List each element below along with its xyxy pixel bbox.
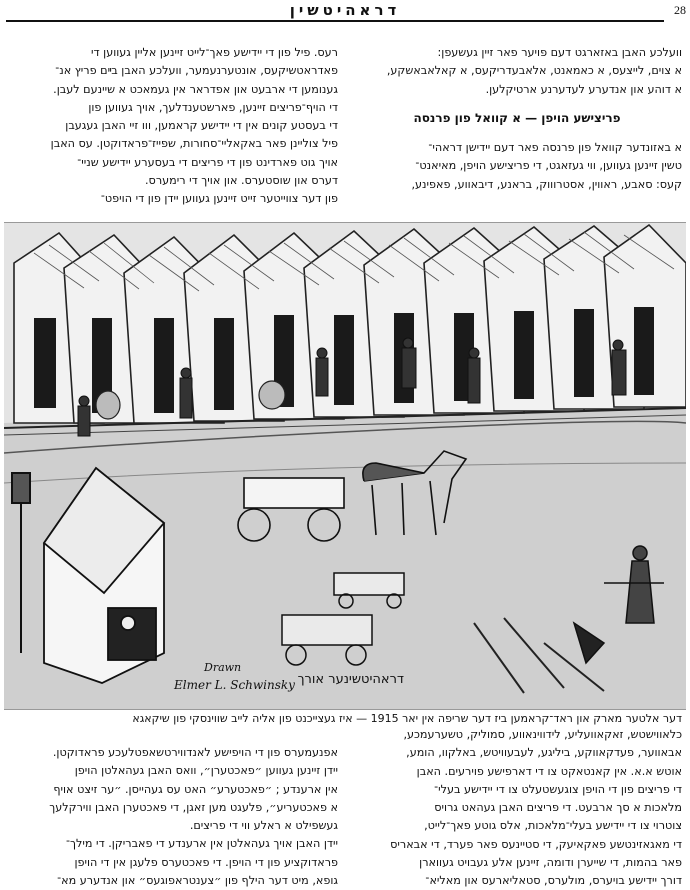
text-line: צוטרוי צו די יידישע בעלי־מלאכות, אלס גוטע פאך־לייט, — [424, 819, 682, 833]
column-bottom-left — [8, 744, 338, 890]
text-line: אפנעמערס פון די הויפישע לאנדווירטשאפטלעכע פראדוקטן. — [52, 746, 338, 759]
text-line: יידן זיינען געווען ״פאכטערן״, וואס האבן געהאלטן הויפן — [74, 764, 338, 778]
signature-name: Elmer L. Schwinsky — [174, 678, 295, 692]
text-line: א דוהע און אנדערע לעדערנע ארטיקלען. — [485, 82, 682, 96]
text-line: דערס און שוסטערס. און אויך די רימערס. — [145, 174, 338, 188]
text-line: פראדוקציע פון די הויפן. די פאכטערס פלעגן אין די הויפן — [74, 855, 338, 869]
text-line: אין ארענדע ; ״פאכטערע״ האט עס געהייסן. ״ער זיצט אויף — [53, 782, 338, 796]
signature-drawn: Drawn — [204, 661, 242, 674]
text-line: אויך גוט פארדינט פון די פריצים די בעסערע יידישע שניי־ — [77, 155, 338, 169]
text-line: די הויף־פריצים זיינען, פארשטענדלעך, אויך געווען פון — [88, 100, 338, 114]
signature-hebrew: דראהיטשינער אורך — [297, 672, 404, 687]
figure-caption — [8, 712, 682, 725]
column-bottom-right — [352, 726, 682, 890]
text-line: א באזונדער קוואל פון פרנסה פאר דעם יידישן דראהי־ — [428, 141, 682, 155]
header-rule — [6, 20, 664, 22]
caption-part-a: דער אלטער מארק און ראד־קראמען ביז דער שריפה אין יאר — [402, 712, 682, 725]
text-line: וועלכע האבן באזארגט דעם פויער פאר זיין געשעפן: — [437, 46, 682, 59]
text-line: אוטש א.א. אין קאנטאקט צו די דארפישע פוירעים. האבן — [416, 764, 682, 778]
text-line: פיל צוליינן פאר באקאליי־סחורות, שפייז־פראדוקטן. עס האבן — [50, 137, 338, 151]
column-top-left — [8, 44, 338, 209]
text-line: גופא, מיט דער הילף פון ״צענטראפוגעס״ און אנדערע מא־ — [57, 874, 338, 888]
page-header — [0, 0, 690, 22]
text-line: פאר בהמות, די שייערן ודומה, זיינען אלע געבויט געווארן — [419, 856, 682, 870]
text-line: די פריצים פון די הויפן צוגעשטעלט צו די יידישע בעלי־ — [434, 782, 682, 796]
text-line: געשפילט א ראלע ווי די פריצים. — [189, 819, 338, 833]
text-line: רעס. פיל פון די יידישע פאך־לייט זיינען אליין געווען די — [90, 46, 338, 59]
text-line: די מאגאזינטשע פאקאיעק, די סטיינעס פאר פערד, די אבאריס — [390, 837, 682, 851]
column-top-right — [352, 44, 682, 194]
section-subheading: פריצישע הויפן — א קוואל פון פרנסה — [413, 110, 621, 125]
page-number: 28 — [674, 3, 686, 17]
text-line: מלאכות א סך ארבעט. די פריצים האבן געהאט גרויס — [434, 801, 682, 815]
running-title: דראהיטשין — [289, 1, 401, 19]
text-line: א פאכטעריע״, פלעגט מען זאגן, די פאכטערן האבן ווירקלעך — [49, 800, 338, 814]
market-sketch-illustration — [4, 222, 686, 710]
text-line: די בעסטע קונים אין די יידישע קראמען, ווו זיי האבן געגעבן — [65, 119, 338, 133]
text-line: אבאווער, פעדקאווקע, ביליגע, לעבעוויטש, באלקוו, הומע, — [406, 746, 682, 760]
caption-part-b: 1915 — איז געצייכנט פון אליה לייב שווינסקי פון שיקאגא — [132, 712, 399, 725]
text-line: פון דער צווייטער זייט זיינען געווען יידן פון די הויפט־ — [100, 192, 338, 206]
text-line: פאדראטשיקעס, אונטערנעמער, וועלכע האבן בײם פריץ אנ־ — [55, 64, 338, 78]
text-line: קעס: סאבע, ראווין, אסטרוווק, בראנע, דיבאווע, פאפינע, — [411, 177, 682, 191]
text-line: גענומען די ארבעט און אפדראר אין געמאכט א שיינעם לעבן. — [53, 82, 338, 96]
text-line: יידן האבן אויך געהאלטן אין ארענדע די פאבריקן. די מילך־ — [66, 837, 338, 851]
text-line: א צוים, לייצעס, א כאמאנט, אלאבעדריקעס, א קאלאבאשקע, — [386, 64, 682, 78]
text-line: כלאווישטש, זאקאוועליע, לידווינאווע, סמוליק, טשערעמכע, — [403, 728, 682, 741]
text-line: טשין זיינען געווען, ווי געזאגט, די פריצישע הויפן, מאיאנט־ — [415, 159, 682, 173]
text-line: דורך יידישע בויערס, מולערס, סטאליארעס און מאליא־ — [425, 874, 682, 888]
